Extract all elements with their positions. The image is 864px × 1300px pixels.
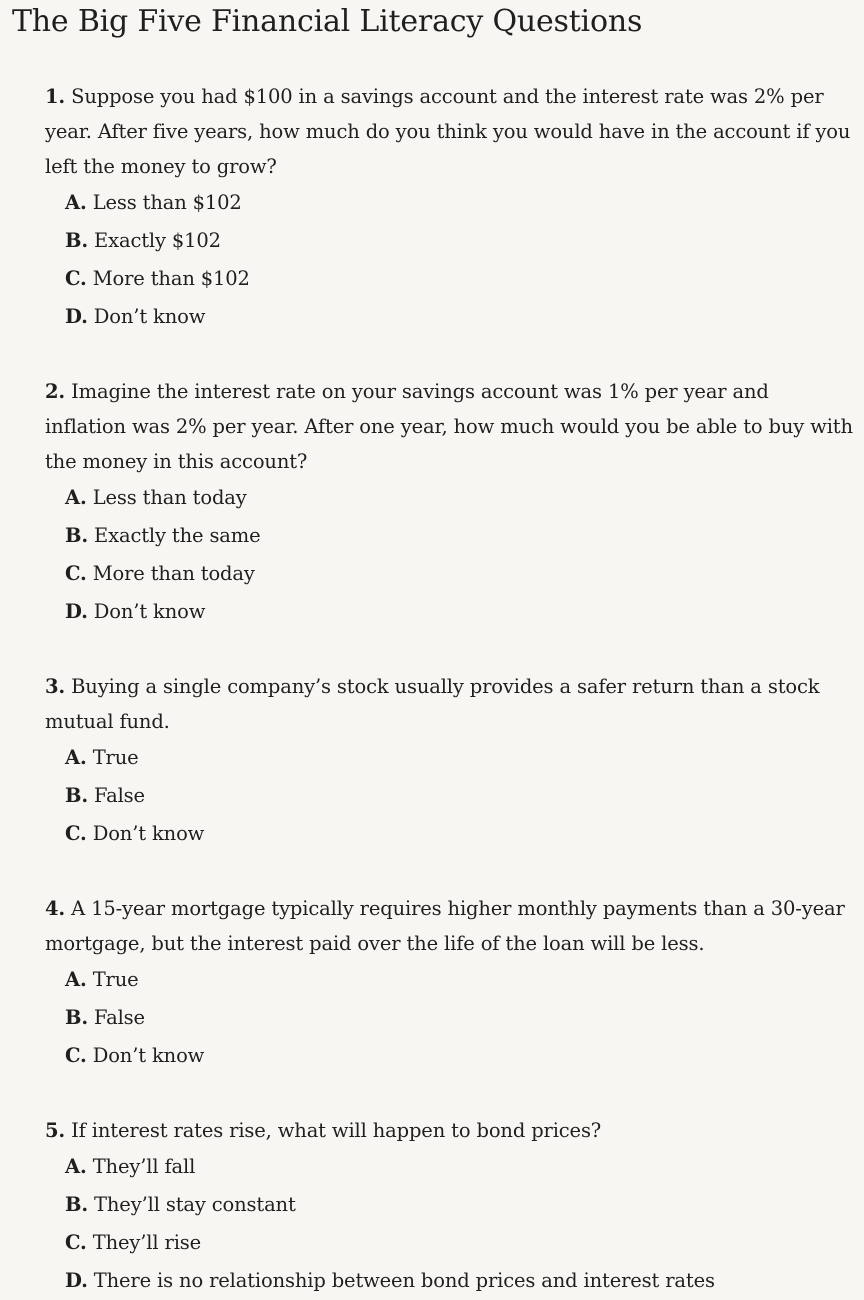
answer-option <box>45 1262 855 1300</box>
option-text: Exactly the same <box>94 524 261 547</box>
option-letter: B. <box>65 784 88 807</box>
question-number: 3. <box>45 675 66 698</box>
option-letter: A. <box>65 191 87 214</box>
answer-option <box>45 739 855 777</box>
answer-option <box>45 999 855 1037</box>
option-text: They’ll stay constant <box>94 1193 296 1216</box>
option-text: More than today <box>92 562 255 585</box>
question-number: 1. <box>45 85 66 108</box>
question-prompt <box>45 891 855 961</box>
answer-option <box>45 479 855 517</box>
answer-option <box>45 1224 855 1262</box>
answer-option <box>45 260 855 298</box>
question-5 <box>45 1113 855 1300</box>
option-letter: A. <box>65 968 87 991</box>
option-letter: C. <box>65 822 87 845</box>
option-text: They’ll rise <box>92 1231 202 1254</box>
question-prompt <box>45 669 855 739</box>
option-text: False <box>94 1006 145 1029</box>
answer-option <box>45 815 855 853</box>
option-text: More than $102 <box>92 267 250 290</box>
option-letter: A. <box>65 1155 87 1178</box>
question-text: A 15-year mortgage typically requires higher monthly payments than a 30-year mortgage, but the interest paid over the life of the loan will be less. <box>45 897 845 955</box>
option-text: There is no relationship between bond prices and interest rates <box>93 1269 715 1292</box>
option-text: Don’t know <box>92 822 205 845</box>
option-letter: A. <box>65 746 87 769</box>
question-text: Buying a single company’s stock usually provides a safer return than a stock mutual fund. <box>45 675 820 733</box>
answer-options <box>45 961 855 1075</box>
question-text: Imagine the interest rate on your savings account was 1% per year and inflation was 2% per year. After one year, how much would you be able to buy with the money in this account? <box>45 380 853 473</box>
option-letter: D. <box>65 1269 88 1292</box>
option-text: True <box>92 746 139 769</box>
option-letter: D. <box>65 305 88 328</box>
answer-options <box>45 1148 855 1300</box>
option-letter: B. <box>65 229 88 252</box>
answer-options <box>45 479 855 631</box>
option-text: Less than $102 <box>92 191 242 214</box>
answer-option <box>45 1186 855 1224</box>
question-4 <box>45 891 855 1075</box>
option-text: Less than today <box>92 486 247 509</box>
page-title: The Big Five Financial Literacy Questions <box>12 4 643 39</box>
option-text: False <box>94 784 145 807</box>
question-2 <box>45 374 855 631</box>
question-prompt <box>45 374 855 479</box>
answer-option <box>45 1037 855 1075</box>
answer-option <box>45 298 855 336</box>
option-text: True <box>92 968 139 991</box>
question-text: If interest rates rise, what will happen to bond prices? <box>71 1119 602 1142</box>
answer-option <box>45 593 855 631</box>
question-prompt <box>45 1113 855 1148</box>
option-letter: C. <box>65 1044 87 1067</box>
option-letter: C. <box>65 267 87 290</box>
option-letter: B. <box>65 1006 88 1029</box>
answer-options <box>45 184 855 336</box>
option-text: Exactly $102 <box>94 229 221 252</box>
option-letter: B. <box>65 1193 88 1216</box>
option-letter: B. <box>65 524 88 547</box>
answer-options <box>45 739 855 853</box>
option-letter: A. <box>65 486 87 509</box>
question-1 <box>45 79 855 336</box>
question-prompt <box>45 79 855 184</box>
option-letter: D. <box>65 600 88 623</box>
option-letter: C. <box>65 1231 87 1254</box>
question-number: 4. <box>45 897 66 920</box>
answer-option <box>45 1148 855 1186</box>
answer-option <box>45 184 855 222</box>
option-text: They’ll fall <box>92 1155 196 1178</box>
question-3 <box>45 669 855 853</box>
option-text: Don’t know <box>93 600 206 623</box>
answer-option <box>45 777 855 815</box>
question-text: Suppose you had $100 in a savings account and the interest rate was 2% per year. After five years, how much do you think you would have in the account if you left the money to grow? <box>45 85 851 178</box>
answer-option <box>45 517 855 555</box>
question-number: 5. <box>45 1119 66 1142</box>
answer-option <box>45 222 855 260</box>
answer-option <box>45 555 855 593</box>
answer-option <box>45 961 855 999</box>
option-text: Don’t know <box>92 1044 205 1067</box>
question-number: 2. <box>45 380 66 403</box>
option-letter: C. <box>65 562 87 585</box>
option-text: Don’t know <box>93 305 206 328</box>
